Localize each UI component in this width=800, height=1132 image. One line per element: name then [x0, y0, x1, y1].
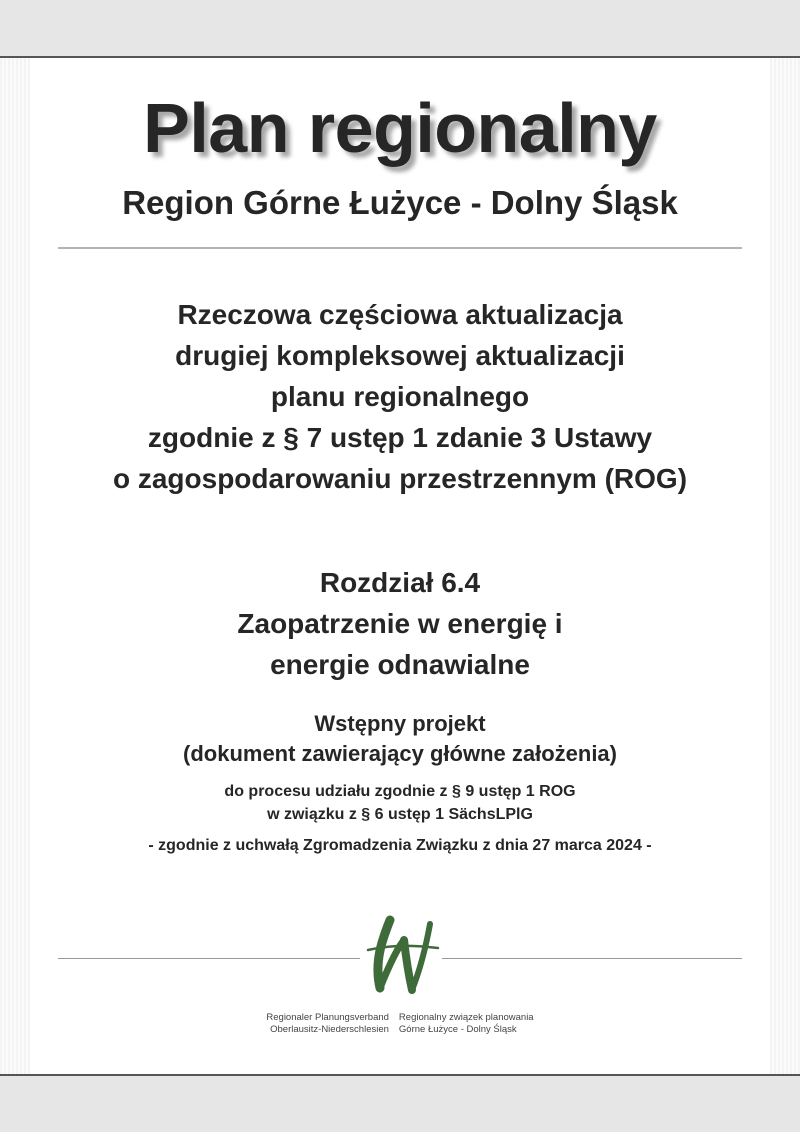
association-name-polish — [399, 1012, 534, 1036]
association-names — [230, 1012, 570, 1036]
scope-line: planu regionalnego — [270, 381, 530, 412]
scope-line: drugiej kompleksowej aktualizacji — [175, 340, 625, 371]
document-title: Plan regionalny — [143, 89, 657, 167]
legal-basis — [0, 780, 800, 826]
chapter-heading — [0, 562, 800, 685]
chapter-title-line: Zaopatrzenie w energię i — [237, 608, 563, 639]
org-name-line: Górne Łużyce - Dolny Śląsk — [398, 1024, 517, 1035]
title-divider — [58, 247, 742, 249]
resolution-note: - zgodnie z uchwałą Zgromadzenia Związku z dnia 27 marca 2024 - — [148, 837, 652, 854]
legal-basis-line: w związku z § 6 ustęp 1 SächsLPlG — [267, 806, 533, 823]
regional-planning-association-logo-icon — [360, 910, 442, 1000]
legal-basis-line: do procesu udziału zgodnie z § 9 ustęp 1 ROG — [224, 783, 576, 800]
scope-line: zgodnie z § 7 ustęp 1 zdanie 3 Ustawy — [147, 422, 653, 453]
org-name-line: Regionalny związek planowania — [398, 1012, 534, 1023]
update-scope-heading — [0, 294, 800, 499]
scope-line: o zagospodarowaniu przestrzennym (ROG) — [112, 463, 688, 494]
scope-line: Rzeczowa częściowa aktualizacja — [177, 299, 623, 330]
draft-label: Wstępny projekt — [314, 711, 486, 736]
org-name-line: Regionaler Planungsverband — [266, 1012, 389, 1023]
association-name-german — [266, 1012, 389, 1036]
region-subtitle: Region Górne Łużyce - Dolny Śląsk — [122, 184, 678, 221]
chapter-number: Rozdział 6.4 — [319, 567, 481, 598]
draft-description: (dokument zawierający główne założenia) — [183, 741, 617, 766]
draft-status — [0, 709, 800, 769]
org-name-line: Oberlausitz-Niederschlesien — [270, 1024, 389, 1035]
chapter-title-line: energie odnawialne — [270, 649, 530, 680]
